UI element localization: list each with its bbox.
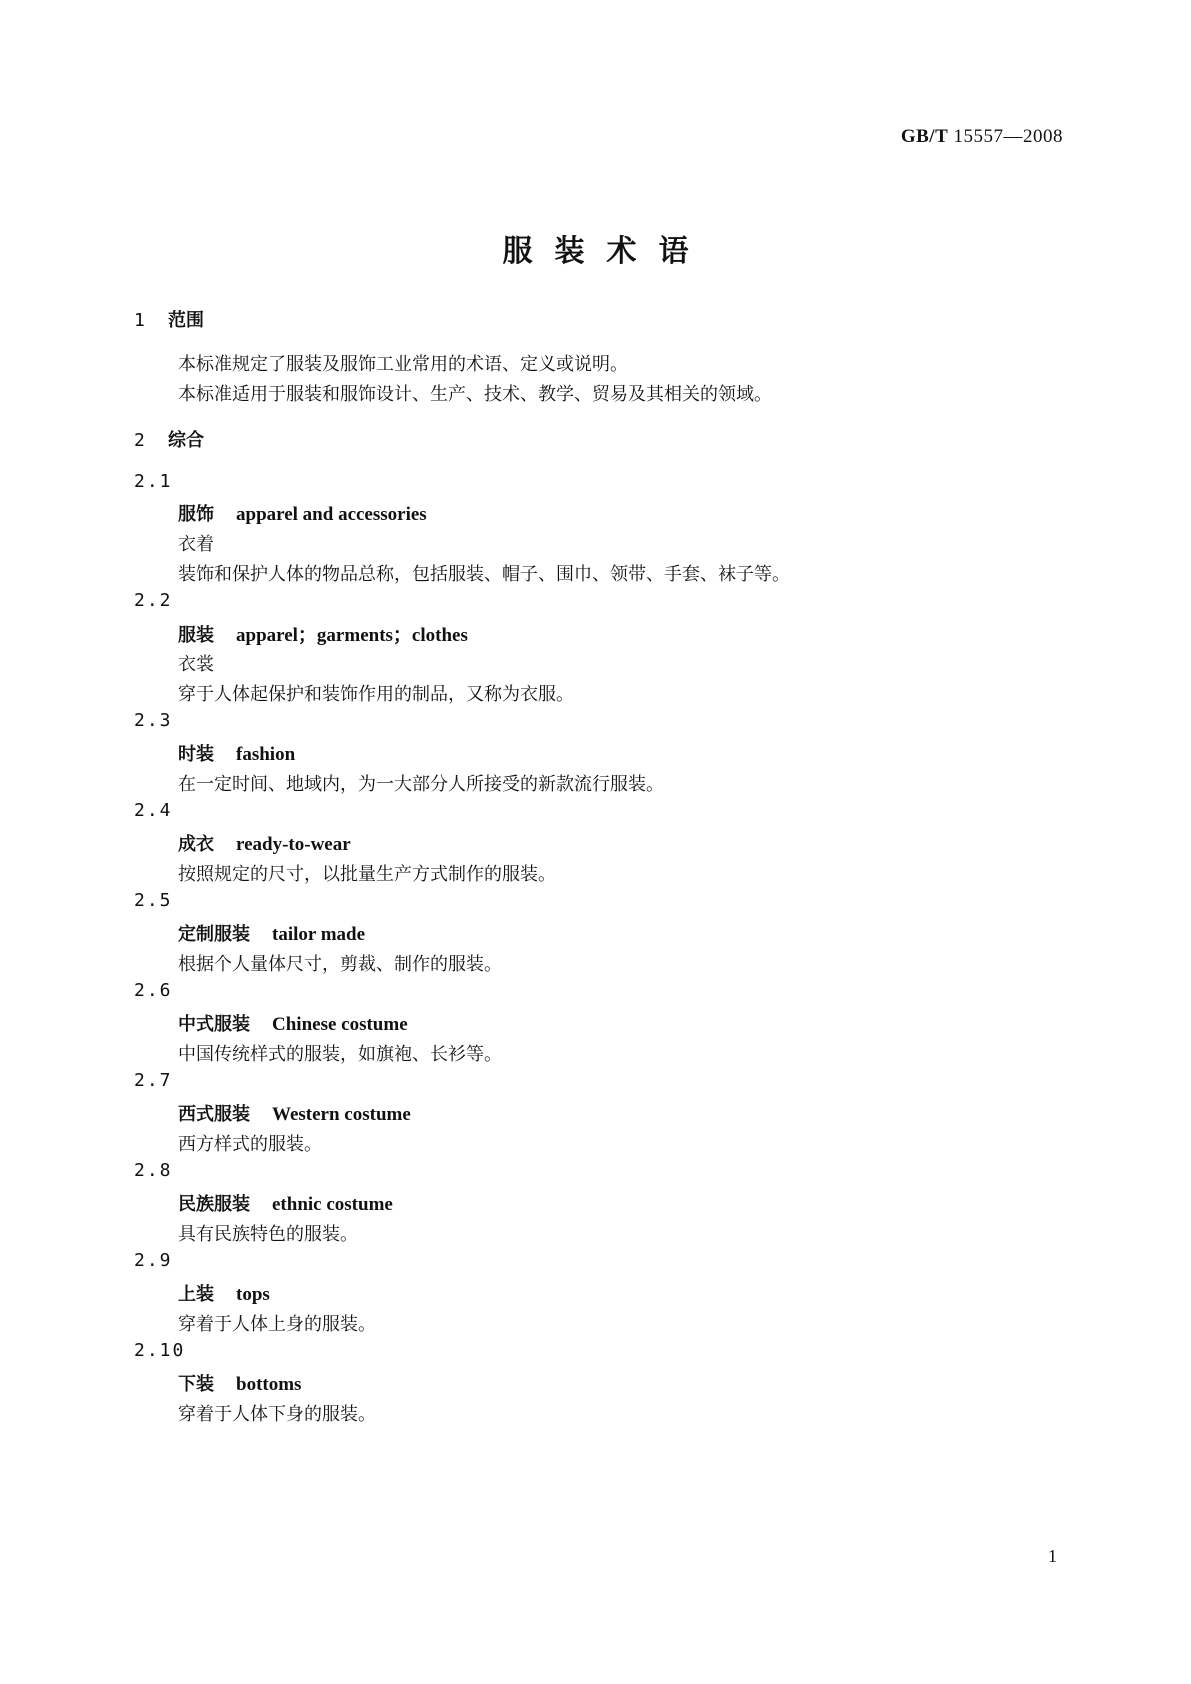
entry-term: [178, 1370, 301, 1396]
scope-paragraph: 本标准规定了服装及服饰工业常用的术语、定义或说明。: [178, 354, 628, 375]
entry-number: 2.9: [134, 1250, 173, 1271]
term-chinese: 中式服装: [178, 1014, 250, 1035]
term-english: apparel；garments；clothes: [236, 625, 468, 646]
term-chinese: 服装: [178, 625, 214, 646]
entry-term: [178, 740, 295, 766]
standard-number: 15557—2008: [953, 126, 1063, 147]
section-heading-general: [134, 426, 204, 452]
entry-term: [178, 1190, 393, 1216]
entry-number: 2.1: [134, 471, 173, 492]
term-english: Chinese costume: [272, 1014, 408, 1035]
entry-number: 2.7: [134, 1070, 173, 1091]
section-heading-scope: [134, 306, 204, 332]
term-english: fashion: [236, 744, 296, 765]
entry-definition: 具有民族特色的服装。: [178, 1224, 358, 1245]
term-english: tailor made: [272, 924, 366, 945]
term-chinese: 定制服装: [178, 924, 250, 945]
entry-definition: 按照规定的尺寸，以批量生产方式制作的服装。: [178, 864, 556, 885]
term-chinese: 成衣: [178, 834, 214, 855]
term-english: ethnic costume: [272, 1194, 393, 1215]
section-title: 综合: [168, 430, 204, 451]
entry-definition: 根据个人量体尺寸，剪裁、制作的服装。: [178, 954, 502, 975]
entry-definition: 中国传统样式的服装，如旗袍、长衫等。: [178, 1044, 502, 1065]
entry-definition: 在一定时间、地域内，为一大部分人所接受的新款流行服装。: [178, 774, 664, 795]
entry-number: 2.6: [134, 980, 173, 1001]
term-chinese: 下装: [178, 1374, 214, 1395]
entry-term: [178, 500, 427, 526]
entry-term: [178, 1280, 270, 1306]
entry-term: [178, 1100, 411, 1126]
entry-term: [178, 920, 365, 946]
entry-number: 2.8: [134, 1160, 173, 1181]
entry-synonym: 衣着: [178, 534, 214, 555]
entry-definition: 穿着于人体上身的服装。: [178, 1314, 376, 1335]
entry-definition: 穿着于人体下身的服装。: [178, 1404, 376, 1425]
term-chinese: 民族服装: [178, 1194, 250, 1215]
entry-number: 2.2: [134, 590, 173, 611]
term-english: bottoms: [236, 1374, 302, 1395]
term-english: ready-to-wear: [236, 834, 351, 855]
entry-number: 2.3: [134, 710, 173, 731]
entry-term: [178, 1010, 408, 1036]
document-title: 服装术语: [502, 234, 711, 269]
term-chinese: 时装: [178, 744, 214, 765]
section-number: 1: [134, 310, 145, 331]
entry-number: 2.5: [134, 890, 173, 911]
entry-definition: 西方样式的服装。: [178, 1134, 322, 1155]
standard-code: [901, 126, 1063, 148]
term-chinese: 上装: [178, 1284, 214, 1305]
entry-number: 2.4: [134, 800, 173, 821]
scope-paragraph: 本标准适用于服装和服饰设计、生产、技术、教学、贸易及其相关的领域。: [178, 384, 772, 405]
entry-number: 2.10: [134, 1340, 186, 1361]
section-number: 2: [134, 430, 145, 451]
term-english: Western costume: [272, 1104, 411, 1125]
page-number: 1: [1048, 1546, 1057, 1566]
entry-synonym: 衣裳: [178, 654, 214, 675]
section-title: 范围: [168, 310, 204, 331]
entry-term: [178, 620, 468, 647]
term-chinese: 西式服装: [178, 1104, 250, 1125]
term-chinese: 服饰: [178, 504, 214, 525]
entry-definition: 穿于人体起保护和装饰作用的制品，又称为衣服。: [178, 684, 574, 705]
term-english: apparel and accessories: [236, 504, 427, 525]
term-english: tops: [236, 1284, 270, 1305]
entry-definition: 装饰和保护人体的物品总称，包括服装、帽子、围巾、领带、手套、袜子等。: [178, 564, 790, 585]
entry-term: [178, 830, 351, 856]
standard-prefix: GB/T: [900, 126, 949, 147]
